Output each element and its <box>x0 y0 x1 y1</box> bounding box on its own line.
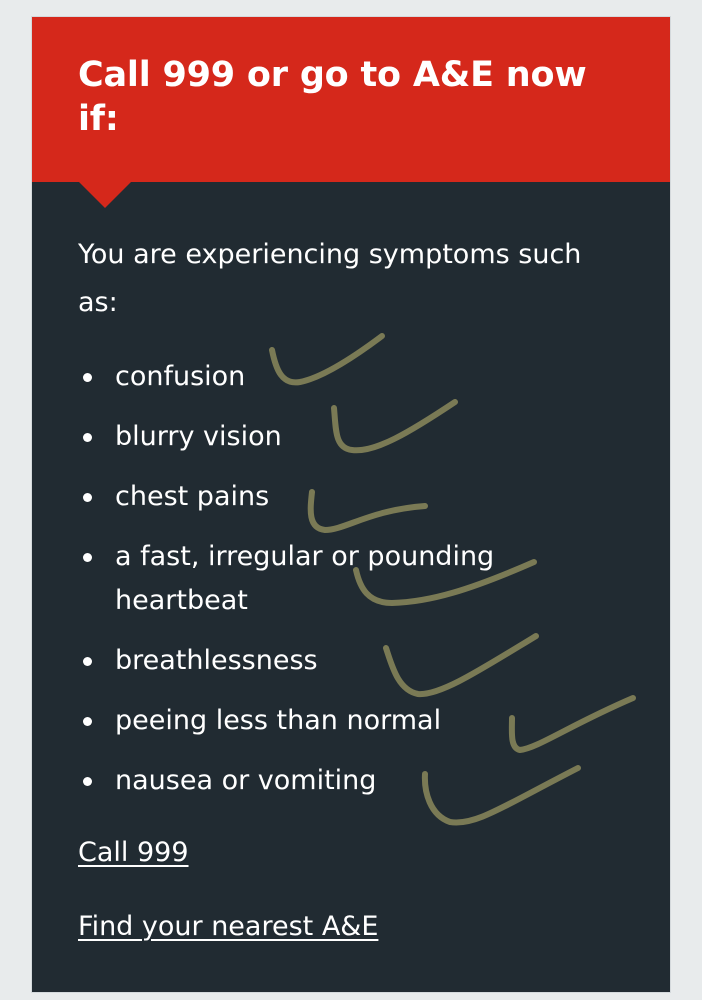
call-999-link[interactable]: Call 999 <box>78 837 189 868</box>
bullet-icon <box>83 493 92 502</box>
bullet-icon <box>83 553 92 562</box>
symptom-label: a fast, irregular or pounding heartbeat <box>115 541 495 616</box>
bullet-icon <box>83 657 92 666</box>
symptom-label: confusion <box>115 361 246 392</box>
symptom-item <box>78 535 545 623</box>
symptom-label: breathlessness <box>115 645 318 676</box>
symptom-item <box>78 759 545 803</box>
symptom-label: nausea or vomiting <box>115 765 377 796</box>
bullet-icon <box>83 373 92 382</box>
symptom-item <box>78 355 545 399</box>
card-body <box>32 182 670 947</box>
card-header <box>32 17 670 182</box>
bullet-icon <box>83 717 92 726</box>
symptom-label: chest pains <box>115 481 270 512</box>
card-title: Call 999 or go to A&E now if: <box>78 55 587 139</box>
emergency-care-card <box>32 17 670 992</box>
symptom-label: peeing less than normal <box>115 705 442 736</box>
intro-text: You are experiencing symptoms such as: <box>78 239 582 318</box>
symptom-item <box>78 415 545 459</box>
symptom-item <box>78 699 545 743</box>
symptom-item <box>78 639 545 683</box>
bullet-icon <box>83 777 92 786</box>
bullet-icon <box>83 433 92 442</box>
symptom-label: blurry vision <box>115 421 282 452</box>
find-nearest-ae-link[interactable]: Find your nearest A&E <box>78 911 379 942</box>
symptom-list <box>78 355 624 803</box>
symptom-item <box>78 475 545 519</box>
